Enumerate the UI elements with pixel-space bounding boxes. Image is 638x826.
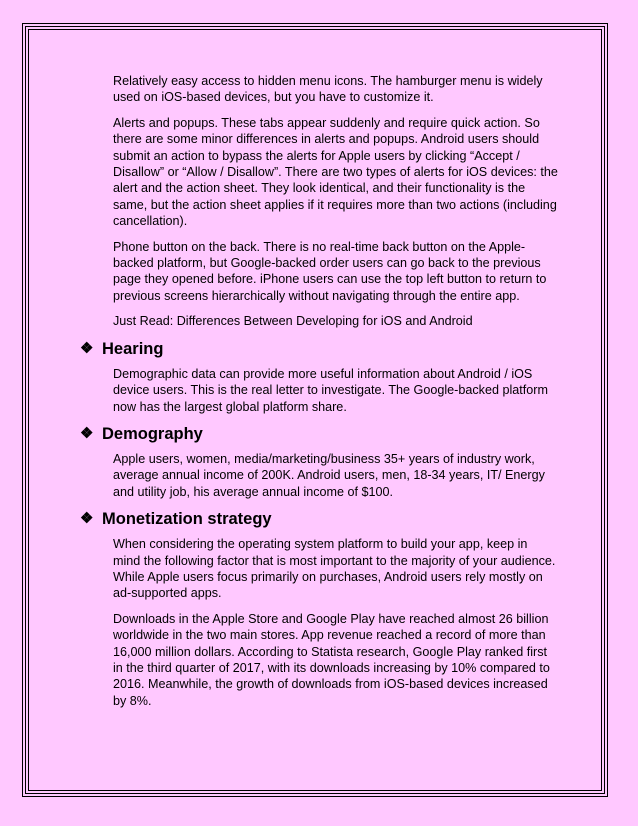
document-body — [80, 73, 558, 718]
paragraph-demography: Apple users, women, media/marketing/business 35+ years of industry work, average annual income of 200K. Android users, men, 18-34 years, IT/ Energy and utility job, his average annual income of $100. — [113, 451, 545, 499]
heading-hearing-label: Hearing — [102, 339, 164, 358]
paragraph-monetization-2: Downloads in the Apple Store and Google Play have reached almost 26 billion worldwide in the two main stores. App revenue reached a record of more than 16,000 million dollars. According to Statista research, Google Play ranked first in the third quarter of 2017, with its downloads increasing by 10% compared to 2016. Meanwhile, the growth of downloads from iOS-based devices increased by 8%. — [113, 611, 550, 708]
diamond-bullet-icon: ❖ — [80, 339, 94, 357]
diamond-bullet-icon: ❖ — [80, 510, 94, 528]
paragraph-back-button: Phone button on the back. There is no real-time back button on the Apple-backed platform, but Google-backed order users can go back to the previous page they opened before. iPhone users can use the top left button to return to previous screens hierarchically without navigating through the entire app. — [113, 239, 547, 303]
paragraph-just-read: Just Read: Differences Between Developing for iOS and Android — [113, 314, 473, 329]
diamond-bullet-icon: ❖ — [80, 424, 94, 442]
paragraph-hearing: Demographic data can provide more useful information about Android / iOS device users. This is the real letter to investigate. The Google-backed platform now has the largest global platform share. — [113, 366, 548, 414]
heading-monetization — [80, 509, 558, 529]
paragraph-monetization-1: When considering the operating system platform to build your app, keep in mind the following factor that is most important to the majority of your audience. While Apple users focus primarily on purchases, Android users rely mostly on ad-supported apps. — [113, 537, 556, 601]
heading-demography-label: Demography — [102, 424, 203, 443]
paragraph-hidden-menu: Relatively easy access to hidden menu icons. The hamburger menu is widely used on iOS-based devices, but you have to customize it. — [113, 74, 543, 105]
heading-demography — [80, 424, 558, 444]
paragraph-alerts-popups: Alerts and popups. These tabs appear suddenly and require quick action. So there are some minor differences in alerts and popups. Android users should submit an action to bypass the alerts for Apple users by clicking “Accept / Disallow” or “Allow / Disallow”. There are two types of alerts for iOS devices: the alert and the action sheet. They look identical, and their functionality is the same, but the action sheet applies if it requires more than two actions (including cancellation). — [113, 115, 558, 229]
heading-hearing — [80, 339, 558, 359]
heading-monetization-label: Monetization strategy — [102, 510, 272, 529]
